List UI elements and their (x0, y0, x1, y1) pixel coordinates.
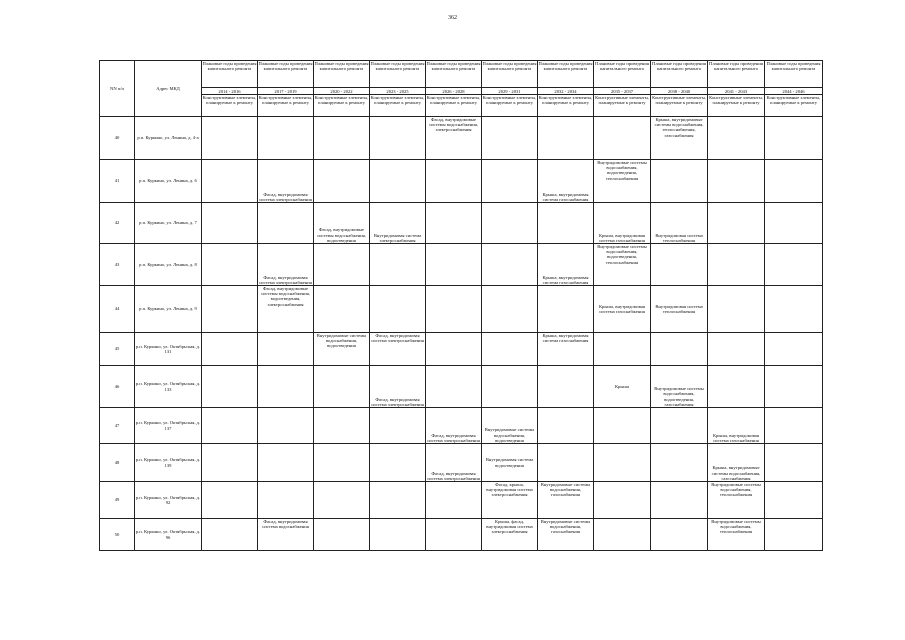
row-cell (426, 244, 482, 286)
row-cell: Внутридомовая система водоотведения (482, 444, 538, 482)
header-period: Плановые годы проведения капитального ремонта 2026 - 2028 (426, 61, 481, 94)
table-row (100, 244, 823, 286)
row-number: 44 (100, 286, 135, 333)
row-cell (765, 333, 823, 366)
row-cell (765, 160, 823, 203)
row-number: 42 (100, 203, 135, 244)
row-cell (765, 366, 823, 408)
row-cell (765, 286, 823, 333)
row-cell: Внутридомовая система электроснабжения (370, 203, 426, 244)
header-period: Плановые годы проведения капитального ремонта 2017 - 2019 (258, 61, 313, 94)
row-cell (370, 519, 426, 551)
row-cell: Крыша, внутридомовая система газоснабжения (538, 160, 594, 203)
row-number: 40 (100, 117, 135, 160)
row-cell: Фасад, крыша, внутридомовая система электроснабжения (482, 482, 538, 519)
row-address: р.п. Куркино, ул. Ленина, д. 6 (135, 160, 202, 203)
row-number: 48 (100, 444, 135, 482)
row-cell (202, 444, 258, 482)
row-cell: Внутридомовые системы водоснабжения, газоснабжения (538, 519, 594, 551)
row-cell: Внутридомовые системы водоснабжения, теплоснабжения (708, 519, 765, 551)
row-cell: Внутридомовые системы водоснабжения, водоотведения, теплоснабжения (594, 244, 651, 286)
row-cell: Крыша, внутридомовая система газоснабжения (538, 244, 594, 286)
row-cell (651, 482, 708, 519)
row-cell (708, 117, 765, 160)
table-row (100, 160, 823, 203)
row-cell (426, 160, 482, 203)
header-elements: Конструктивные элементы, планируемые к ремонту (202, 95, 258, 117)
row-cell (202, 519, 258, 551)
row-cell (258, 117, 314, 160)
table-row (100, 333, 823, 366)
row-cell (314, 519, 370, 551)
row-cell: Внутридомовые системы водоснабжения, водоотведения (482, 408, 538, 444)
row-cell: Фасад, внутридомовая система водоснабжения (258, 519, 314, 551)
header-period: Плановые годы проведения капитального ремонта 2044 - 2046 (765, 61, 823, 95)
table-row (100, 203, 823, 244)
row-address: р.п. Куркино, ул. Октябрьская, д. 137 (135, 408, 202, 444)
page-number: 362 (448, 15, 457, 21)
row-cell (426, 366, 482, 408)
table-row (100, 408, 823, 444)
row-cell (202, 244, 258, 286)
row-cell (594, 482, 651, 519)
row-cell: Внутридомовые системы водоснабжения, водоотведения, теплоснабжения (594, 160, 651, 203)
row-cell (426, 203, 482, 244)
row-cell (370, 244, 426, 286)
header-elements: Конструктивные элементы, планируемые к ремонту (594, 95, 651, 117)
row-number: 46 (100, 366, 135, 408)
table-row (100, 286, 823, 333)
row-cell (426, 286, 482, 333)
row-cell (538, 203, 594, 244)
row-cell: Крыша, внутридомовые системы водоснабжения, теплоснабжения, газоснабжения (651, 117, 708, 160)
row-cell (482, 160, 538, 203)
row-cell (258, 482, 314, 519)
header-period: Плановые годы проведения капитального ремонта 2023 - 2025 (370, 61, 425, 94)
row-cell: Внутридомовая система теплоснабжения (651, 203, 708, 244)
row-cell (594, 333, 651, 366)
row-cell: Фасад, внутридомовая система электроснабжения (426, 408, 482, 444)
table-row (100, 366, 823, 408)
row-cell (594, 408, 651, 444)
row-cell (651, 444, 708, 482)
row-number: 49 (100, 482, 135, 519)
row-cell: Фасад, внутридомовая система электроснабжения (426, 444, 482, 482)
row-address: р.п. Куркино, ул. Ленина, д. 4-а (135, 117, 202, 160)
row-cell: Крыша, внутридомовая система газоснабжения (594, 203, 651, 244)
row-cell: Крыша, фасад, внутридомовая система электроснабжения (482, 519, 538, 551)
row-cell (765, 117, 823, 160)
row-cell: Фасад, внутридомовая система электроснабжения (370, 333, 426, 366)
row-cell (651, 408, 708, 444)
row-cell (202, 408, 258, 444)
row-cell (258, 366, 314, 408)
row-address: р.п. Куркино, ул. Ленина, д. 7 (135, 203, 202, 244)
header-elements: Конструктивные элементы, планируемые к ремонту (314, 95, 370, 117)
header-address: Адрес МКД (135, 61, 202, 117)
header-elements: Конструктивные элементы, планируемые к ремонту (765, 95, 823, 117)
row-cell (370, 408, 426, 444)
row-cell (202, 333, 258, 366)
row-cell (538, 286, 594, 333)
row-cell (765, 408, 823, 444)
table-row (100, 117, 823, 160)
header-period: Плановые годы проведения капитального ремонта 2029 - 2031 (482, 61, 537, 94)
row-cell (202, 286, 258, 333)
table-row (100, 519, 823, 551)
row-cell: Внутридомовая система теплоснабжения (651, 286, 708, 333)
row-cell: Крыша, внутридомовая система газоснабжения (708, 408, 765, 444)
row-cell (538, 444, 594, 482)
row-address: р.п. Куркино, ул. Октябрьская, д. 133 (135, 366, 202, 408)
header-elements: Конструктивные элементы, планируемые к ремонту (482, 95, 538, 117)
row-number: 47 (100, 408, 135, 444)
header-elements: Конструктивные элементы, планируемые к ремонту (708, 95, 765, 117)
row-cell (202, 482, 258, 519)
row-cell (202, 203, 258, 244)
row-number: 41 (100, 160, 135, 203)
header-period: Плановые годы проведения капитального ремонта 2014 - 2016 (202, 61, 257, 94)
row-address: р.п. Куркино, ул. Октябрьская, д. 96 (135, 519, 202, 551)
row-cell: Внутридомовые системы водоснабжения, водоотведения, газоснабжения (651, 366, 708, 408)
row-cell (370, 160, 426, 203)
header-elements: Конструктивные элементы, планируемые к ремонту (538, 95, 594, 117)
row-cell: Фасад, внутридомовые системы водоснабжения, электроснабжения (426, 117, 482, 160)
row-cell (594, 117, 651, 160)
row-cell (708, 244, 765, 286)
row-cell (651, 244, 708, 286)
row-cell (482, 286, 538, 333)
row-cell (594, 444, 651, 482)
row-cell (651, 519, 708, 551)
row-cell: Фасад, внутридомовые системы водоснабжения, водоотведения (314, 203, 370, 244)
row-cell (482, 203, 538, 244)
header-period: Плановые годы проведения капитального ремонта 2020 - 2022 (314, 61, 369, 94)
row-address: р.п. Куркино, ул. Октябрьская, д. 92 (135, 482, 202, 519)
header-period: Плановые годы проведения капитального ремонта 2038 - 2040 (652, 61, 706, 94)
row-cell (426, 482, 482, 519)
row-cell (258, 333, 314, 366)
row-cell: Внутридомовые системы водоснабжения, теплоснабжения (708, 482, 765, 519)
row-cell (651, 160, 708, 203)
row-cell: Внутридомовые системы водоснабжения, водоотведения (314, 333, 370, 366)
row-cell (202, 366, 258, 408)
row-cell (594, 519, 651, 551)
row-address: р.п. Куркино, ул. Октябрьская, д. 139 (135, 444, 202, 482)
row-cell: Крыша, внутридомовая система газоснабжения (538, 333, 594, 366)
row-cell (202, 117, 258, 160)
row-cell (202, 160, 258, 203)
header-period: Плановые годы проведения капитального ремонта 2035 - 2037 (595, 61, 649, 94)
row-number: 45 (100, 333, 135, 366)
row-cell: Крыша (594, 366, 651, 408)
row-cell (765, 519, 823, 551)
row-cell (708, 333, 765, 366)
row-cell (258, 444, 314, 482)
header-elements: Конструктивные элементы, планируемые к ремонту (651, 95, 708, 117)
row-cell (258, 408, 314, 444)
row-cell (482, 244, 538, 286)
row-cell (426, 519, 482, 551)
row-cell (314, 160, 370, 203)
row-address: р.п. Куркино, ул. Ленина, д. 8 (135, 244, 202, 286)
row-cell (708, 366, 765, 408)
header-period: Плановые годы проведения капитального ремонта 2032 - 2034 (538, 61, 593, 94)
header-period: Плановые годы проведения капитального ремонта 2041 - 2043 (709, 61, 763, 94)
row-cell (258, 203, 314, 244)
row-cell (370, 444, 426, 482)
row-cell (765, 244, 823, 286)
row-address: р.п. Куркино, ул. Ленина, д. 9 (135, 286, 202, 333)
row-cell (765, 444, 823, 482)
row-cell: Фасад, внутридомовая система электроснабжения (370, 366, 426, 408)
row-cell (314, 244, 370, 286)
row-cell (314, 444, 370, 482)
header-nn: NN п/п (100, 61, 135, 117)
header-elements: Конструктивные элементы, планируемые к ремонту (370, 95, 426, 117)
header-elements: Конструктивные элементы, планируемые к ремонту (258, 95, 314, 117)
row-cell (314, 482, 370, 519)
row-number: 50 (100, 519, 135, 551)
row-cell (314, 408, 370, 444)
row-number: 43 (100, 244, 135, 286)
row-cell (482, 117, 538, 160)
row-address: р.п. Куркино, ул. Октябрьская, д. 131 (135, 333, 202, 366)
row-cell (708, 286, 765, 333)
row-cell (651, 333, 708, 366)
row-cell: Фасад, внутридомовая система электроснабжения (258, 160, 314, 203)
row-cell (765, 482, 823, 519)
row-cell: Фасад, внутридомовая система электроснабжения (258, 244, 314, 286)
row-cell (314, 366, 370, 408)
row-cell: Крыша, внутридомовая система газоснабжения (594, 286, 651, 333)
row-cell (708, 203, 765, 244)
table-row (100, 482, 823, 519)
row-cell: Фасад, внутридомовые системы водоснабжения, водоотведения, электроснабжения (258, 286, 314, 333)
capital-repair-schedule-table (99, 60, 823, 551)
row-cell (370, 117, 426, 160)
table-row (100, 444, 823, 482)
row-cell (538, 117, 594, 160)
row-cell (426, 333, 482, 366)
row-cell: Крыша, внутридомовые системы водоснабжения, газоснабжения (708, 444, 765, 482)
row-cell (482, 333, 538, 366)
row-cell (370, 286, 426, 333)
row-cell (538, 366, 594, 408)
row-cell (765, 203, 823, 244)
row-cell (370, 482, 426, 519)
row-cell (314, 117, 370, 160)
row-cell (314, 286, 370, 333)
row-cell (482, 366, 538, 408)
row-cell (538, 408, 594, 444)
header-elements: Конструктивные элементы, планируемые к ремонту (426, 95, 482, 117)
row-cell: Внутридомовые системы водоснабжения, газоснабжения (538, 482, 594, 519)
row-cell (708, 160, 765, 203)
